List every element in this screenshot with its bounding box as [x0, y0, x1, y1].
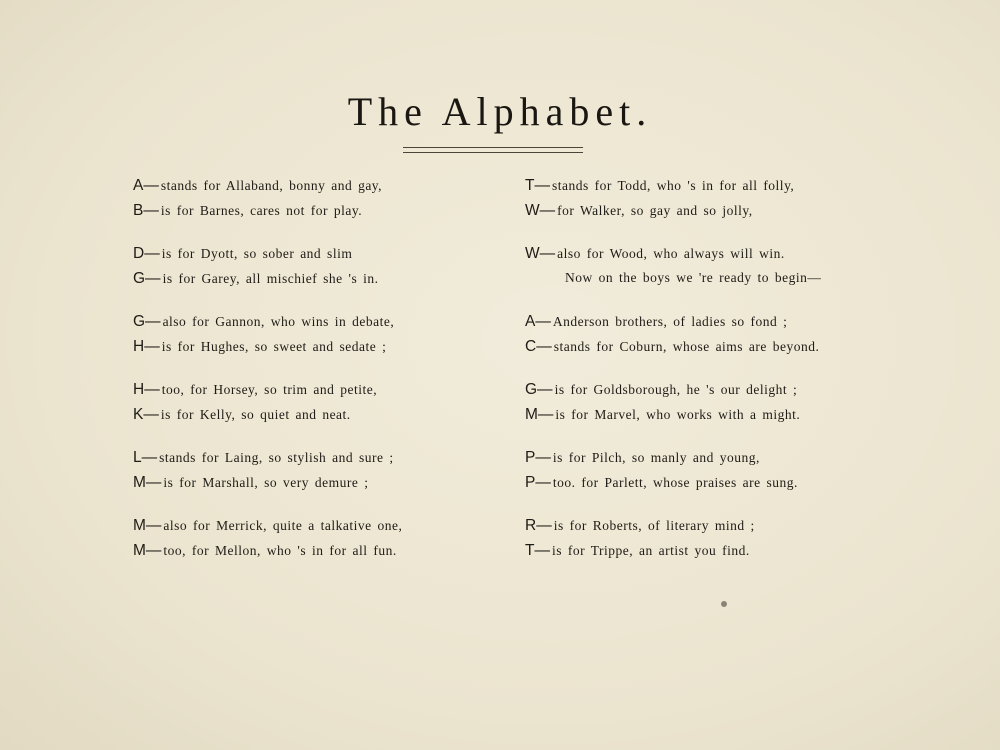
initial-letter: T— — [525, 177, 550, 194]
initial-letter: H— — [133, 381, 160, 398]
verse-line — [133, 313, 473, 338]
verse-line — [133, 270, 473, 295]
initial-letter: A— — [525, 313, 551, 330]
stanza — [525, 245, 905, 294]
initial-letter: B— — [133, 201, 159, 219]
stanza — [133, 313, 473, 362]
initial-letter: G— — [133, 269, 161, 287]
stanza — [133, 449, 473, 498]
initial-letter: C— — [525, 337, 552, 355]
stanza — [525, 517, 905, 566]
initial-letter: W— — [525, 245, 556, 262]
initial-letter: R— — [525, 517, 552, 534]
verse-line — [525, 381, 905, 406]
stanza — [133, 517, 473, 566]
verse-line — [525, 202, 905, 227]
initial-letter: G— — [525, 381, 553, 398]
initial-letter: P— — [525, 473, 551, 491]
verse-text: too. for Parlett, whose praises are sung. — [552, 474, 798, 490]
verse-line — [525, 270, 905, 295]
verse-text: also for Merrick, quite a talkative one, — [163, 518, 403, 533]
left-verse-column — [133, 177, 473, 585]
verse-line — [133, 474, 473, 499]
verse-line — [133, 177, 473, 202]
verse-line — [525, 474, 905, 499]
verse-line — [525, 406, 905, 431]
initial-letter: D— — [133, 245, 160, 262]
verse-text: is for Trippe, an artist you find. — [551, 542, 750, 558]
verse-text: for Walker, so gay and so jolly, — [557, 202, 753, 218]
initial-letter: P— — [525, 449, 551, 466]
verse-text: stands for Todd, who 's in for all folly, — [551, 178, 795, 193]
verse-text: is for Marshall, so very demure ; — [163, 474, 369, 490]
initial-letter: A— — [133, 177, 159, 194]
verse-text: is for Barnes, cares not for play. — [160, 202, 363, 218]
verse-text: is for Hughes, so sweet and sedate ; — [161, 338, 387, 354]
verse-line — [133, 542, 473, 567]
stanza — [133, 381, 473, 430]
stanza — [133, 245, 473, 294]
verse-line — [525, 338, 905, 363]
verse-line — [133, 517, 473, 542]
verse-line — [525, 517, 905, 542]
verse-text: is for Marvel, who works with a might. — [555, 406, 801, 422]
verse-line — [133, 245, 473, 270]
verse-text: stands for Laing, so stylish and sure ; — [159, 450, 394, 465]
verse-line — [133, 406, 473, 431]
verse-text: is for Pilch, so manly and young, — [552, 450, 760, 465]
verse-text: Anderson brothers, of ladies so fond ; — [552, 314, 788, 329]
initial-letter: H— — [133, 337, 160, 355]
paper-speck — [721, 601, 727, 607]
verse-line — [133, 338, 473, 363]
verse-line — [525, 449, 905, 474]
initial-letter: M— — [525, 405, 554, 423]
page-title: The Alphabet. — [347, 89, 653, 134]
initial-letter: L— — [133, 449, 158, 466]
verse-text: is for Kelly, so quiet and neat. — [160, 406, 351, 422]
verse-line — [525, 245, 905, 270]
verse-text: stands for Coburn, whose aims are beyond. — [553, 338, 820, 354]
verse-text: too, for Horsey, so trim and petite, — [161, 382, 378, 397]
verse-line — [133, 381, 473, 406]
verse-text: stands for Allaband, bonny and gay, — [160, 178, 383, 193]
verse-line — [133, 202, 473, 227]
verse-line — [525, 542, 905, 567]
right-verse-column — [525, 177, 905, 585]
stanza — [133, 177, 473, 226]
stanza — [525, 177, 905, 226]
initial-letter: M— — [133, 517, 162, 534]
verse-line — [133, 449, 473, 474]
stanza — [525, 381, 905, 430]
verse-text: Now on the boys we 're ready to begin— — [565, 269, 822, 285]
verse-text: is for Goldsborough, he 's our delight ; — [554, 382, 798, 397]
verse-line — [525, 313, 905, 338]
verse-text: also for Gannon, who wins in debate, — [162, 314, 395, 329]
initial-letter: K— — [133, 405, 159, 423]
initial-letter: T— — [525, 541, 550, 559]
initial-letter: W— — [525, 201, 556, 219]
stanza — [525, 449, 905, 498]
initial-letter: G— — [133, 313, 161, 330]
verse-text: is for Roberts, of literary mind ; — [553, 518, 755, 533]
initial-letter: M— — [133, 473, 162, 491]
title-double-rule — [403, 147, 583, 153]
verse-text: also for Wood, who always will win. — [557, 246, 785, 261]
verse-text: is for Garey, all mischief she 's in. — [162, 270, 379, 286]
verse-text: too, for Mellon, who 's in for all fun. — [163, 542, 397, 558]
stanza — [525, 313, 905, 362]
verse-line — [525, 177, 905, 202]
verse-text: is for Dyott, so sober and slim — [161, 246, 353, 261]
initial-letter: M— — [133, 541, 162, 559]
